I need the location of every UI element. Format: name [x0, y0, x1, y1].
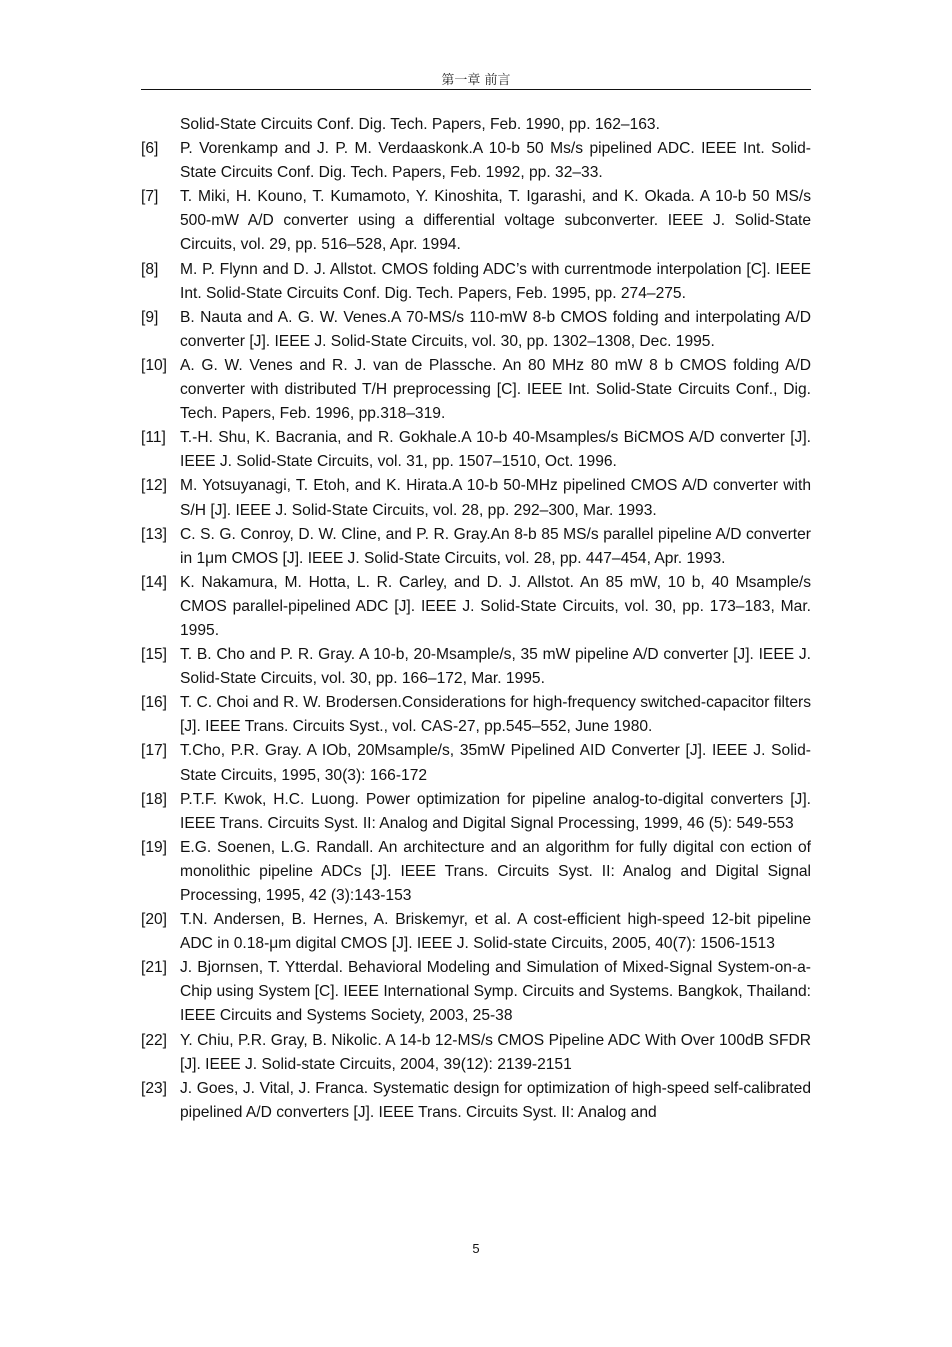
reference-item	[141, 426, 811, 474]
reference-text: C. S. G. Conroy, D. W. Cline, and P. R. Gray.An 8-b 85 MS/s parallel pipeline A/D converter in 1μm CMOS [J]. IEEE J. Solid-State Circuits, vol. 28, pp. 447–454, Apr. 1993.	[180, 525, 811, 567]
reference-number: [19]	[141, 838, 168, 856]
reference-text: A. G. W. Venes and R. J. van de Plassche. An 80 MHz 80 mW 8 b CMOS folding A/D converter with distributed T/H preprocessing [C]. IEEE Int. Solid-State Circuits Conf., Dig. Tech. Papers, Feb. 1996, pp.318–319.	[180, 356, 811, 423]
reference-number: [8]	[141, 260, 159, 278]
reference-number: [23]	[141, 1079, 168, 1097]
reference-text: E.G. Soenen, L.G. Randall. An architecture and an algorithm for fully digital con ection of monolithic pipeline ADCs [J]. IEEE Trans. Circuits Syst. II: Analog and Digital Signal Processing, 1995, 42 (3):143-153	[180, 838, 811, 904]
reference-text: M. Yotsuyanagi, T. Etoh, and K. Hirata.A 10-b 50-MHz pipelined CMOS A/D converter with S/H [J]. IEEE J. Solid-State Circuits, vol. 28, pp. 292–300, Mar. 1993.	[180, 477, 811, 519]
reference-item	[141, 739, 811, 787]
running-header: 第一章 前言	[441, 73, 511, 88]
reference-text: B. Nauta and A. G. W. Venes.A 70-MS/s 110-mW 8-b CMOS folding and interpolating A/D converter [J]. IEEE J. Solid-State Circuits, vol. 30, pp. 1302–1308, Dec. 1995.	[180, 308, 811, 350]
reference-number: [16]	[141, 694, 168, 712]
reference-item	[141, 571, 811, 643]
reference-number: [12]	[141, 477, 168, 495]
reference-text: K. Nakamura, M. Hotta, L. R. Carley, and D. J. Allstot. An 85 mW, 10 b, 40 Msample/s CMOS parallel-pipelined ADC [J]. IEEE J. Solid-State Circuits, vol. 30, pp. 173–183, Mar. 1995.	[180, 573, 811, 639]
reference-list	[141, 113, 811, 1125]
reference-item	[141, 1077, 811, 1125]
reference-number: [18]	[141, 790, 168, 808]
reference-item	[141, 908, 811, 956]
reference-number: [6]	[141, 140, 159, 158]
reference-number: [7]	[141, 188, 159, 206]
reference-text: M. P. Flynn and D. J. Allstot. CMOS folding ADC’s with currentmode interpolation [C]. IEEE Int. Solid-State Circuits Conf. Dig. Tech. Papers, Feb. 1995, pp. 274–275.	[180, 260, 811, 302]
reference-text: T.-H. Shu, K. Bacrania, and R. Gokhale.A 10-b 40-Msamples/s BiCMOS A/D converter [J]. IEEE J. Solid-State Circuits, vol. 31, pp. 1507–1510, Oct. 1996.	[180, 429, 811, 471]
page-number: 5	[472, 1241, 480, 1256]
reference-number: [20]	[141, 911, 168, 929]
reference-text: J. Bjornsen, T. Ytterdal. Behavioral Modeling and Simulation of Mixed-Signal System-on-a-Chip using System [C]. IEEE International Symp. Circuits and Systems. Bangkok, Thailand: IEEE Circuits and Systems Society, 2003, 25-38	[180, 959, 811, 1025]
reference-text: P. Vorenkamp and J. P. M. Verdaaskonk.A 10-b 50 Ms/s pipelined ADC. IEEE Int. Solid-State Circuits Conf. Dig. Tech. Papers, Feb. 1992, pp. 32–33.	[180, 140, 811, 182]
reference-item	[141, 956, 811, 1028]
reference-item	[141, 474, 811, 522]
reference-number: [15]	[141, 646, 168, 664]
reference-number: [14]	[141, 573, 168, 591]
reference-item	[141, 1029, 811, 1077]
reference-text: T. B. Cho and P. R. Gray. A 10-b, 20-Msample/s, 35 mW pipeline A/D converter [J]. IEEE J. Solid-State Circuits, vol. 30, pp. 166–172, Mar. 1995.	[180, 646, 811, 688]
reference-number: [13]	[141, 525, 168, 543]
reference-item	[141, 836, 811, 908]
reference-number: [11]	[141, 429, 166, 447]
reference-text: T. C. Choi and R. W. Brodersen.Considerations for high-frequency switched-capacitor filters [J]. IEEE Trans. Circuits Syst., vol. CAS-27, pp.545–552, June 1980.	[180, 694, 811, 736]
reference-number: [9]	[141, 308, 159, 326]
reference-text: P.T.F. Kwok, H.C. Luong. Power optimization for pipeline analog-to-digital converters [J]. IEEE Trans. Circuits Syst. II: Analog and Digital Signal Processing, 1999, 46 (5): 549-553	[180, 790, 811, 832]
reference-number: [21]	[141, 959, 168, 977]
reference-text: T.N. Andersen, B. Hernes, A. Briskemyr, et al. A cost-efficient high-speed 12-bit pipeline ADC in 0.18-μm digital CMOS [J]. IEEE J. Solid-state Circuits, 2005, 40(7): 1506-1513	[180, 911, 811, 953]
reference-number: [17]	[141, 742, 168, 760]
reference-item	[141, 643, 811, 691]
reference-text: T.Cho, P.R. Gray. A IOb, 20Msample/s, 35mW Pipelined AID Converter [J]. IEEE J. Solid-State Circuits, 1995, 30(3): 166-172	[180, 742, 811, 784]
reference-item	[141, 258, 811, 306]
reference-item	[141, 137, 811, 185]
reference-text: J. Goes, J. Vital, J. Franca. Systematic design for optimization of high-speed self-calibrated pipelined A/D converters [J]. IEEE Trans. Circuits Syst. II: Analog and	[180, 1079, 811, 1121]
reference-item	[141, 788, 811, 836]
reference-item	[141, 354, 811, 426]
reference-item	[141, 523, 811, 571]
reference-text: Y. Chiu, P.R. Gray, B. Nikolic. A 14-b 12-MS/s CMOS Pipeline ADC With Over 100dB SFDR [J]. IEEE J. Solid-state Circuits, 2004, 39(12): 2139-2151	[180, 1031, 811, 1073]
reference-item	[141, 306, 811, 354]
reference-continuation: Solid-State Circuits Conf. Dig. Tech. Papers, Feb. 1990, pp. 162–163.	[180, 116, 660, 133]
reference-item	[141, 185, 811, 257]
reference-item	[141, 691, 811, 739]
reference-entries	[141, 137, 811, 1125]
reference-number: [10]	[141, 356, 168, 374]
reference-text: T. Miki, H. Kouno, T. Kumamoto, Y. Kinoshita, T. Igarashi, and K. Okada. A 10-b 50 MS/s 500-mW A/D converter using a differential voltage subconverter. IEEE J. Solid-State Circuits, vol. 29, pp. 516–528, Apr. 1994.	[180, 188, 811, 254]
header-rule	[141, 89, 811, 90]
reference-number: [22]	[141, 1031, 168, 1049]
